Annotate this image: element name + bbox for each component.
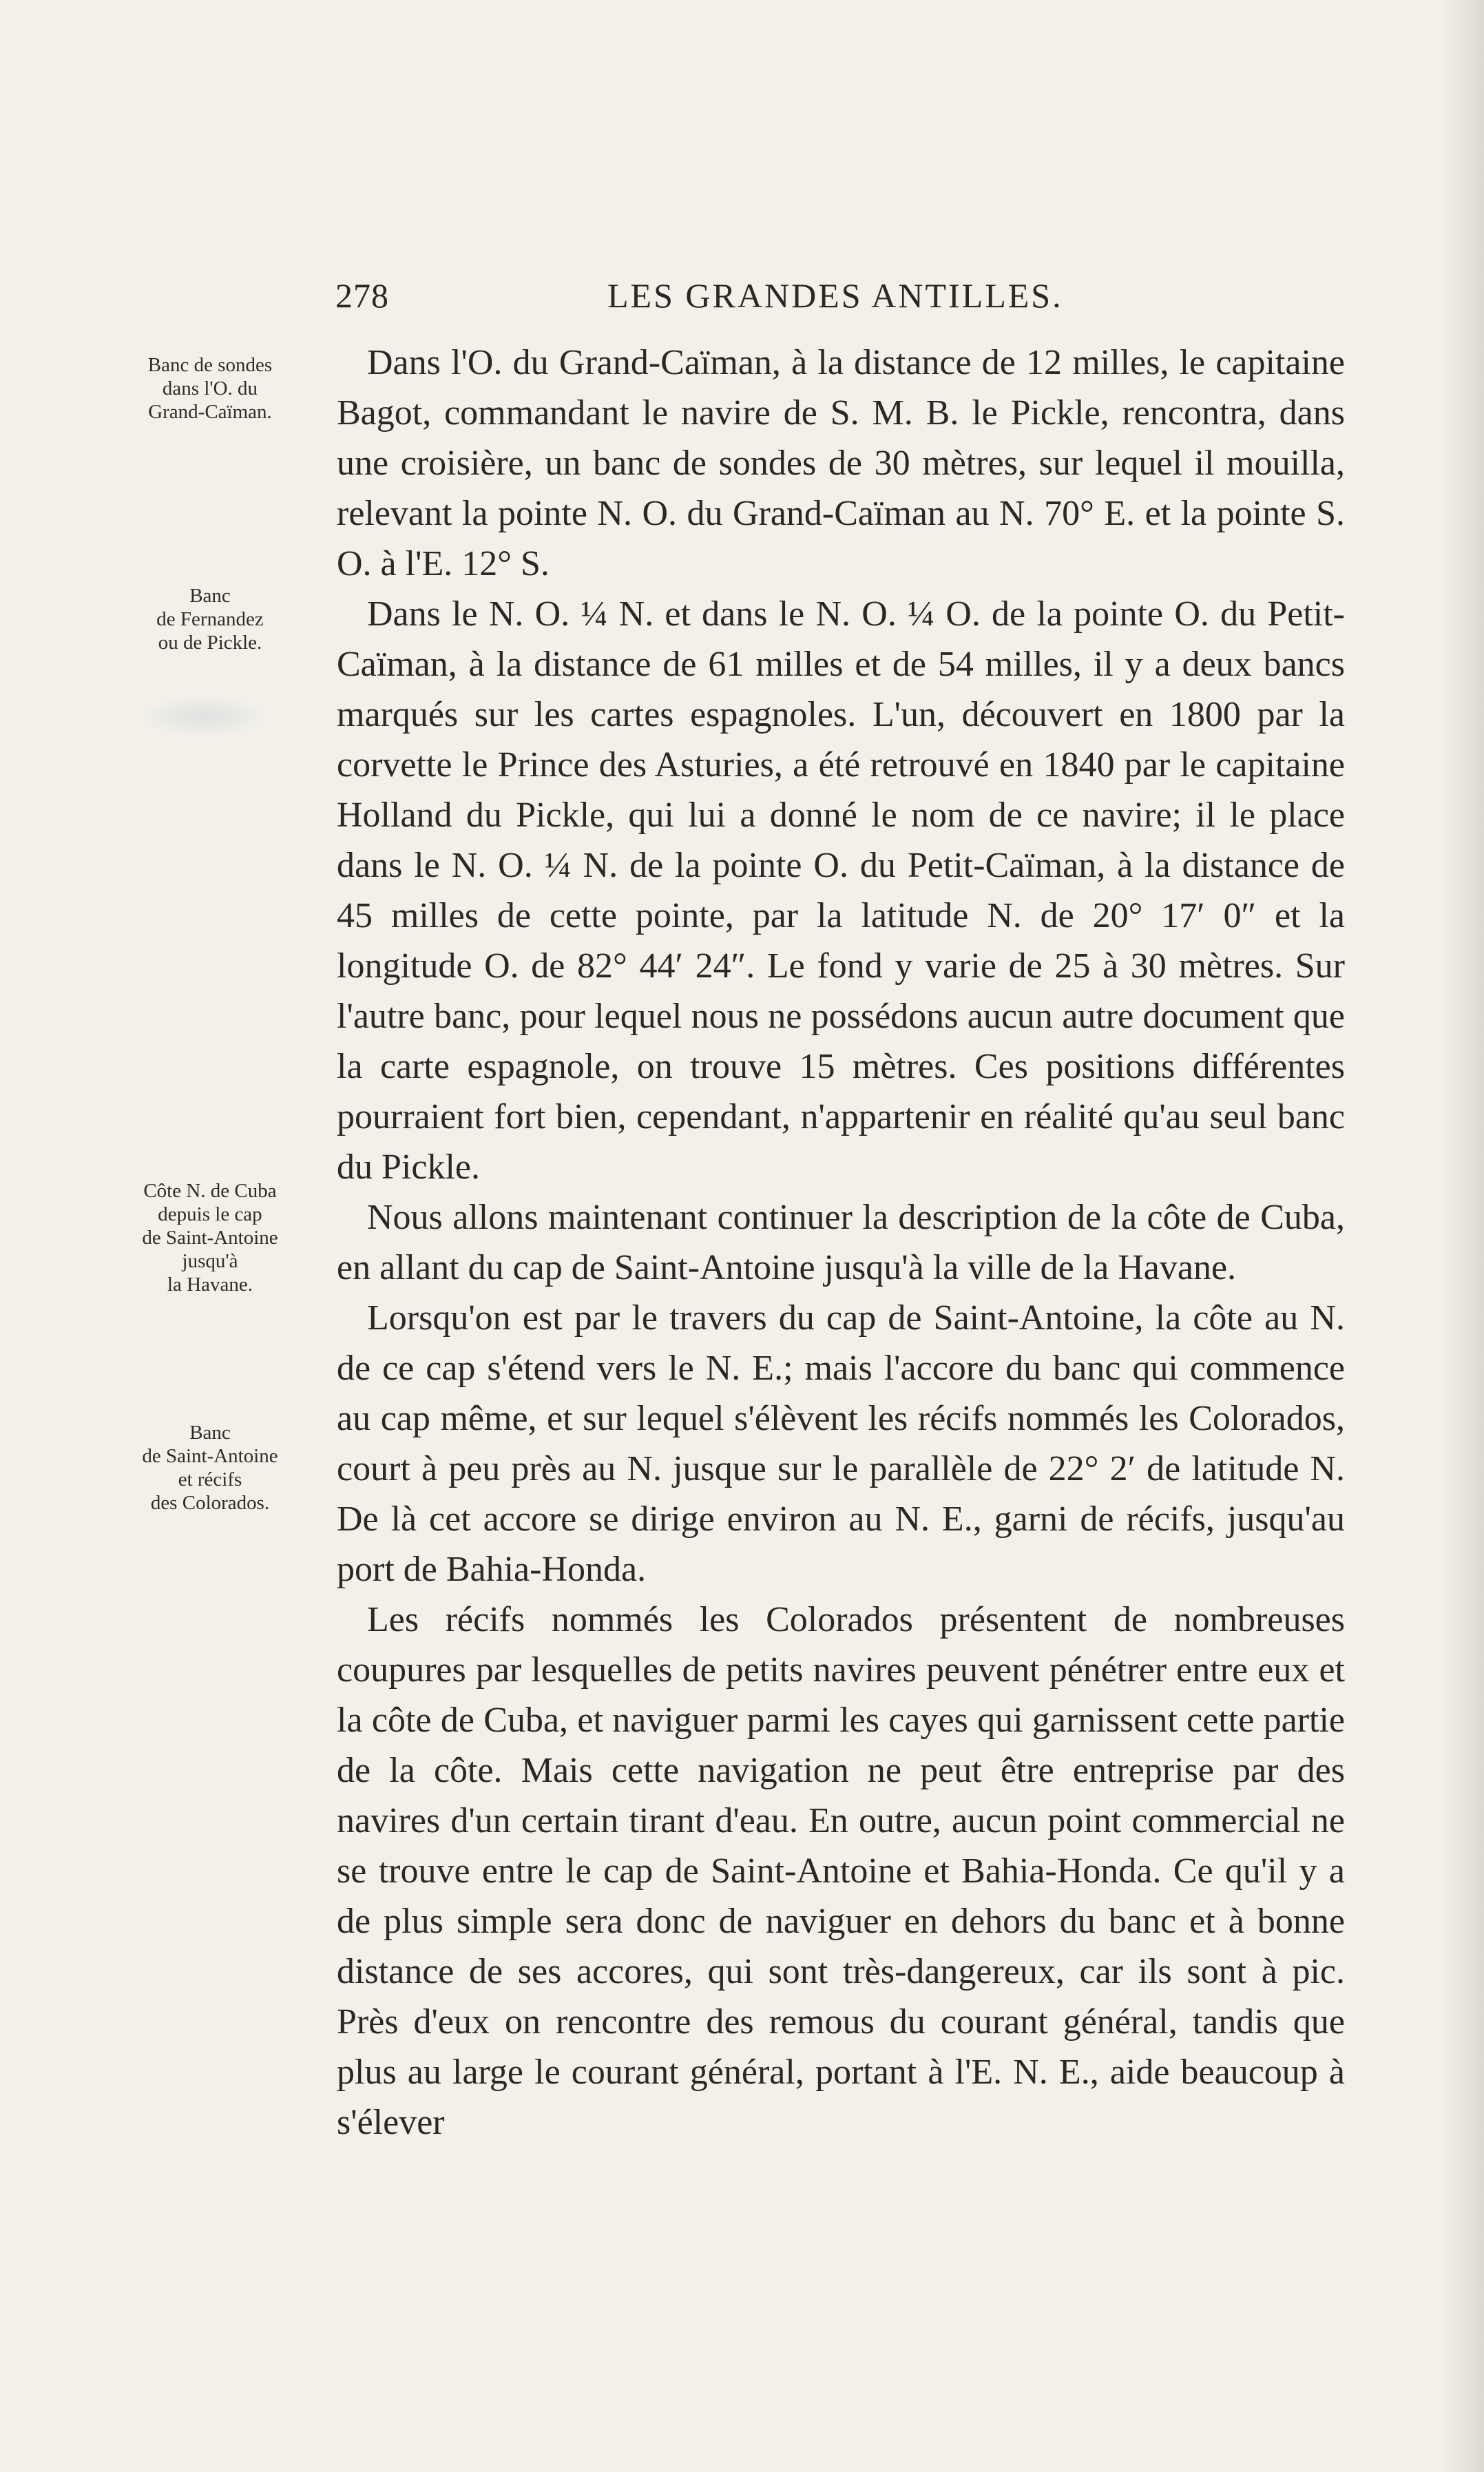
margin-note-cote-de-cuba: Côte N. de Cuba depuis le cap de Saint-Antoine jusqu'à la Havane.	[142, 1180, 278, 1296]
body-text	[337, 337, 1345, 2148]
page-number: 278	[335, 276, 389, 315]
paragraph-cuba-coast-intro: Nous allons maintenant continuer la description de la côte de Cuba, en allant du cap de Saint-Antoine jusqu'à la ville de la Havane.	[337, 1198, 1345, 1287]
ink-smudge	[138, 696, 269, 737]
paragraph-pickle-bank: Dans le N. O. ¼ N. et dans le N. O. ¼ O. de la pointe O. du Petit-Caïman, à la distance de 61 milles et de 54 milles, il y a deux bancs marqués sur les cartes espagnoles. L'un, découvert en 1800 par la corvette le Prince des Asturies, a été retrouvé en 1840 par le capitaine Holland du Pickle, qui lui a donné le nom de ce navire; il le place dans le N. O. ¼ N. de la pointe O. du Petit-Caïman, à la distance de 45 milles de cette pointe, par la latitude N. de 20° 17′ 0″ et la longitude O. de 82° 44′ 24″. Le fond y varie de 25 à 30 mètres. Sur l'autre banc, pour lequel nous ne possédons aucun autre document que la carte espagnole, on trouve 15 mètres. Ces positions différentes pourraient fort bien, cependant, n'appartenir en réalité qu'au seul banc du Pickle.	[337, 594, 1345, 1187]
margin-note-banc-de-sondes: Banc de sondes dans l'O. du Grand-Caïman.	[147, 354, 273, 423]
paragraph-colorados: Les récifs nommés les Colorados présentent de nombreuses coupures par lesquelles de petits navires peuvent pénétrer entre eux et la côte de Cuba, et naviguer parmi les cayes qui garnissent cette partie de la côte. Mais cette navigation ne peut être entreprise par des navires d'un certain tirant d'eau. En outre, aucun point commercial ne se trouve entre le cap de Saint-Antoine et Bahia-Honda. Ce qu'il y a de plus simple sera donc de naviguer en dehors du banc et à bonne distance de ses accores, qui sont très-dangereux, car ils sont à pic. Près d'eux on rencontre des remous du courant général, tandis que plus au large le courant général, portant à l'E. N. E., aide beaucoup à s'élever	[337, 1600, 1345, 2142]
paragraph-saint-antoine: Lorsqu'on est par le travers du cap de Saint-Antoine, la côte au N. de ce cap s'étend vers le N. E.; mais l'accore du banc qui commence au cap même, et sur lequel s'élèvent les récifs nommés les Colorados, court à peu près au N. jusque sur le parallèle de 22° 2′ de latitude N. De là cet accore se dirige environ au N. E., garni de récifs, jusqu'au port de Bahia-Honda.	[337, 1298, 1345, 1589]
paragraph-grand-caiman: Dans l'O. du Grand-Caïman, à la distance de 12 milles, le capitaine Bagot, commandant le navire de S. M. B. le Pickle, rencontra, dans une croisière, un banc de sondes de 30 mètres, sur lequel il mouilla, relevant la pointe N. O. du Grand-Caïman au N. 70° E. et la pointe S. O. à l'E. 12° S.	[337, 343, 1345, 583]
running-title: LES GRANDES ANTILLES.	[607, 276, 1063, 315]
margin-note-banc-de-fernandez: Banc de Fernandez ou de Pickle.	[156, 585, 264, 654]
page-header	[335, 276, 1346, 324]
page-edge-shadow	[1443, 0, 1484, 2472]
margin-note-banc-de-saint-antoine: Banc de Saint-Antoine et récifs des Colorados.	[142, 1422, 278, 1514]
